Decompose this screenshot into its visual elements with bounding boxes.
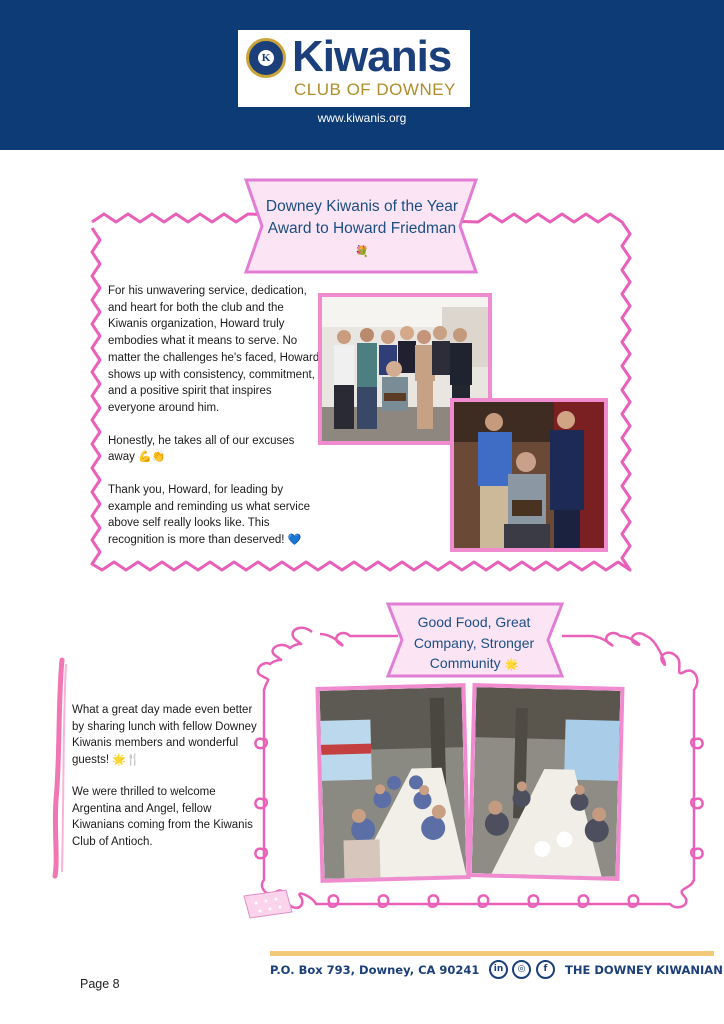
washi-tape [244, 890, 292, 918]
article2-body [72, 702, 262, 866]
article2-title: Good Food, Great Company, Stronger Community 🌟 [413, 614, 535, 671]
page-number: Page 8 [80, 977, 120, 991]
lunch-photo-left [315, 683, 470, 883]
website-url[interactable]: www.kiwanis.org [317, 111, 407, 125]
lunch-photo-right [467, 683, 624, 881]
article1-paragraph: Thank you, Howard, for leading by example and reminding us what service above self really looks like. This recognition is more than deserved! 💙 [108, 484, 310, 547]
kiwanis-seal-icon: K [246, 38, 286, 78]
article1-title: Downey Kiwanis of the Year Award to Howard Friedman 💐 [265, 198, 459, 258]
footer-accent-line [270, 951, 714, 956]
article2-paragraph: What a great day made even better by sharing lunch with fellow Downey Kiwanis members and wonderful guests! 🌟🍴 [72, 704, 257, 766]
photo-illustration [320, 687, 467, 879]
instagram-icon[interactable]: ◎ [512, 960, 531, 979]
brush-stroke [55, 660, 62, 876]
article1-body [108, 283, 320, 565]
footer-address: P.O. Box 793, Downey, CA 90241 [270, 963, 480, 977]
article2-paragraph: We were thrilled to welcome Argentina and Angel, fellow Kiwanians coming from the Kiwanis Club of Antioch. [72, 786, 253, 848]
article1-paragraph: Honestly, he takes all of our excuses away 💪👏 [108, 434, 295, 464]
linkedin-icon[interactable]: in [489, 960, 508, 979]
article1-paragraph: For his unwavering service, dedication, and heart for both the club and the Kiwanis organization, Howard truly embodies what it means to serve. No matter the challenges he's faced, Howard shows up with consistency, commitment, and a positive spirit that inspires everyone around him. [108, 285, 320, 414]
logo-wordmark: Kiwanis [292, 32, 452, 81]
logo-subtitle: CLUB OF DOWNEY [294, 80, 456, 99]
photo-illustration [454, 402, 604, 548]
howard-plaque-photo [450, 398, 608, 552]
facebook-icon[interactable]: f [536, 960, 555, 979]
publication-name: THE DOWNEY KIWANIAN [565, 963, 723, 977]
photo-illustration [472, 687, 621, 877]
